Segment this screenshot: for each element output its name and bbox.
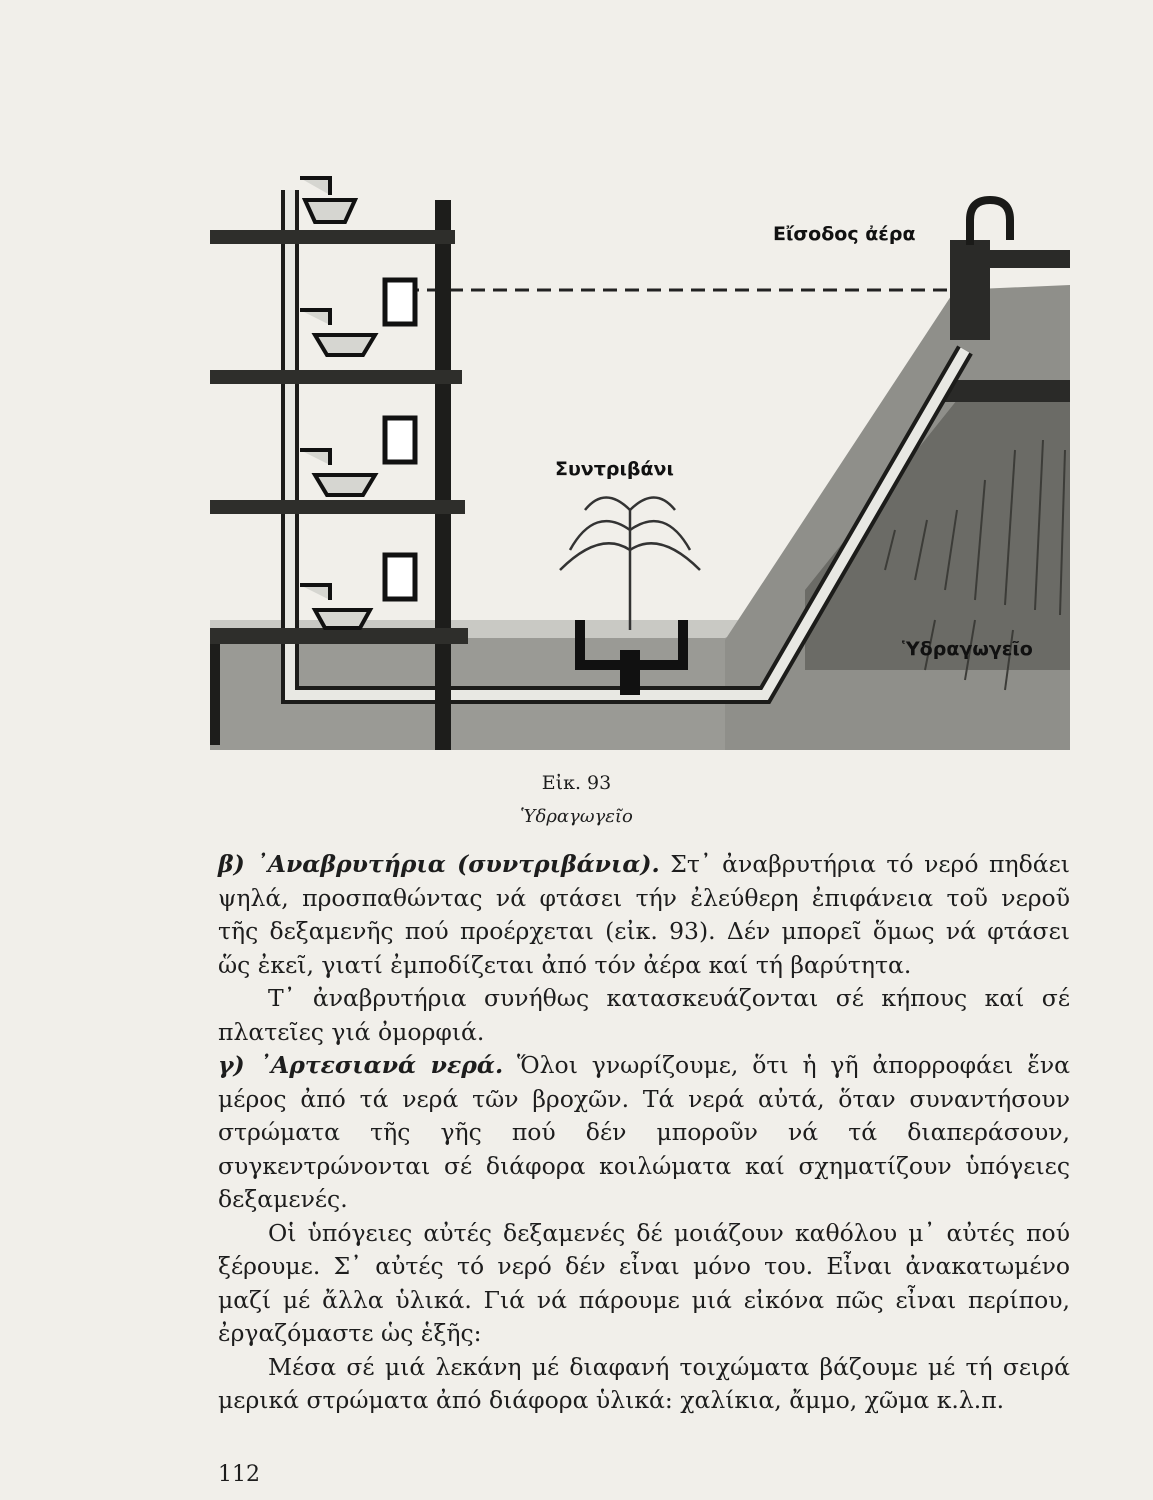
air-inlet-pipe — [970, 200, 1010, 245]
building-windows — [385, 280, 415, 599]
page-number: 112 — [218, 1462, 260, 1487]
building-floors — [210, 230, 468, 644]
paragraph-text: Στ᾿ ἀναβρυτήρια τό νερό πηδάει ψηλά, προσπαθώντας νά φτάσει τήν ἐλεύθερη ἐπιφάνεια τοῦ νεροῦ τῆς δεξαμενῆς πού προέρχεται (εἰκ. 93). Δέν μπορεῖ ὅμως νά φτάσει ὥς ἐκεῖ, γιατί ἐμποδίζεται ἀπό τόν ἀέρα καί τή βαρύτητα. — [218, 850, 1070, 979]
building-column-left — [210, 630, 220, 745]
paragraph-artesian — [218, 1049, 1070, 1217]
paragraph-experiment — [218, 1351, 1070, 1418]
paragraph-text: Τ᾿ ἀναβρυτήρια συνήθως κατασκευάζονται σέ κήπους καί σέ πλατεῖες γιά ὀμορφιά. — [218, 984, 1070, 1046]
taps-and-basins — [300, 178, 375, 628]
fountain-spray — [560, 498, 700, 631]
air-inlet-label: Εἴσοδος ἀέρα — [773, 223, 916, 245]
paragraph-heading: γ) ᾿Αρτεσιανά νερά. — [218, 1051, 504, 1079]
body-text — [218, 848, 1070, 1418]
paragraph-fountains-use — [218, 982, 1070, 1049]
paragraph-fountains — [218, 848, 1070, 982]
paragraph-text: Οἱ ὑπόγειες αὐτές δεξαμενές δέ μοιάζουν καθόλου μ᾿ αὐτές πού ξέρουμε. Σ᾿ αὐτές τό νερό δέν εἶναι μόνο του. Εἶναι ἀνακατωμένο μαζί μέ ἄλλα ὑλικά. Γιά νά πάρουμε μιά εἰκόνα πῶς εἶναι περίπου, ἐργαζόμαστε ὡς ἑξῆς: — [218, 1218, 1070, 1347]
aqueduct-figure — [205, 150, 1075, 765]
paragraph-text: Μέσα σέ μιά λεκάνη μέ διαφανή τοιχώματα βάζουμε μέ τή σειρά μερικά στρώματα ἀπό διάφορα ὑλικά: χαλίκια, ἄμμο, χῶμα κ.λ.π. — [218, 1352, 1070, 1414]
paragraph-text: Ὅλοι γνωρίζουμε, ὅτι ἡ γῆ ἀπορροφάει ἕνα μέρος ἀπό τά νερά τῶν βροχῶν. Τά νερά αὐτά, ὅταν συναντήσουν στρώματα τῆς γῆς πού δέν μποροῦν νά τά διαπεράσουν, συγκεντρώνονται σέ διάφορα κοιλώματα καί σχηματίζουν ὑπόγειες δεξαμενές. — [218, 1051, 1070, 1213]
reservoir-label: Ὑδραγωγεῖο — [902, 638, 1033, 660]
fountain-stem — [620, 650, 640, 695]
paragraph-underground-tanks — [218, 1217, 1070, 1351]
paragraph-heading: β) ᾿Αναβρυτήρια (συντριβάνια). — [218, 850, 660, 878]
fountain-label: Συντριβάνι — [555, 458, 674, 480]
figure-number: Εἰκ. 93 — [541, 772, 612, 794]
building-column-right — [435, 200, 451, 750]
figure-title: Ὑδραγωγεῖο — [520, 806, 633, 827]
